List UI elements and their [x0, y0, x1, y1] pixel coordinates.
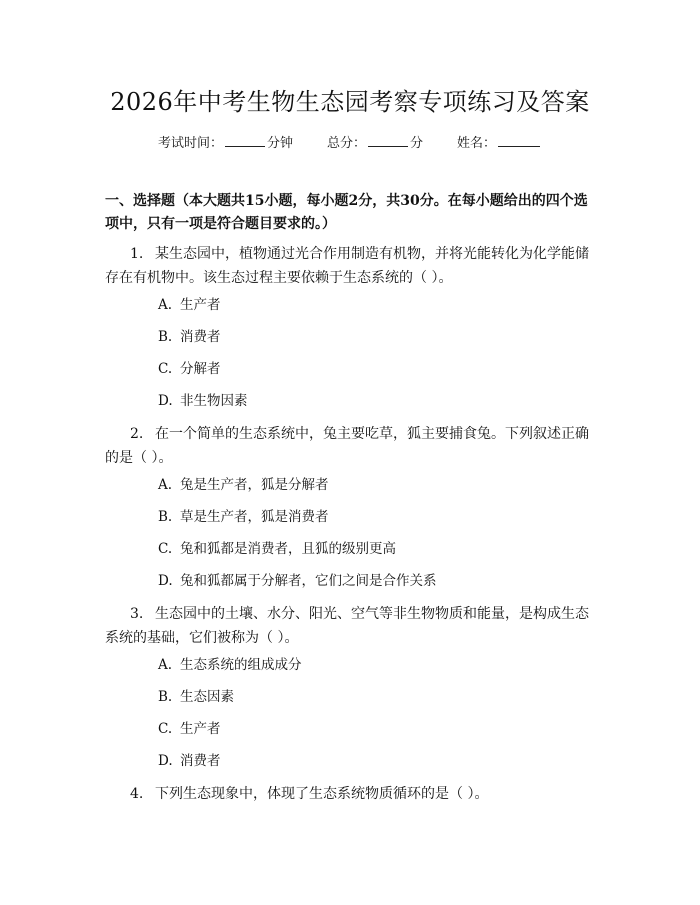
option-letter: A.	[158, 657, 173, 673]
option-letter: C.	[158, 721, 173, 737]
option-text: 草是生产者，狐是消费者	[180, 509, 329, 525]
question-1	[105, 242, 600, 290]
section-heading: 一、选择题（本大题共15小题，每小题2分，共30分。在每小题给出的四个选项中，只有一项是符合题目要求的。）	[105, 193, 588, 232]
option	[158, 507, 329, 527]
option-letter: D.	[158, 753, 173, 769]
option-letter: C.	[158, 541, 173, 557]
option-letter: C.	[158, 361, 173, 377]
option	[158, 327, 221, 347]
option-letter: B.	[158, 689, 173, 705]
option	[158, 295, 221, 315]
option-text: 生态因素	[180, 689, 234, 705]
total-score	[327, 132, 423, 151]
option	[158, 475, 329, 495]
option	[158, 571, 437, 591]
time-label: 考试时间：	[157, 136, 223, 151]
option-text: 生产者	[180, 297, 221, 313]
time-blank	[225, 134, 265, 147]
question-text: 在一个简单的生态系统中，兔主要吃草，狐主要捕食兔。下列叙述正确的是（ ）。	[105, 426, 589, 466]
option-text: 分解者	[180, 361, 221, 377]
question-number: 3.	[130, 606, 144, 622]
option	[158, 539, 396, 559]
question-number: 1.	[130, 246, 144, 262]
name-label: 姓名：	[457, 136, 497, 151]
question-2	[105, 422, 600, 470]
option-text: 兔和狐都是消费者，且狐的级别更高	[180, 541, 396, 557]
option	[158, 359, 221, 379]
option	[158, 687, 234, 707]
option	[158, 719, 221, 739]
option-text: 兔和狐都属于分解者，它们之间是合作关系	[180, 573, 437, 589]
page-title: 2026年中考生物生态园考察专项练习及答案	[110, 88, 590, 116]
time-unit: 分钟	[266, 136, 293, 151]
option	[158, 655, 302, 675]
option-letter: D.	[158, 393, 173, 409]
question-text: 生态园中的土壤、水分、阳光、空气等非生物物质和能量，是构成生态系统的基础，它们被称为（ ）。	[105, 606, 589, 646]
option-text: 非生物因素	[180, 393, 248, 409]
option-text: 生产者	[180, 721, 221, 737]
exam-meta	[0, 132, 700, 151]
option-text: 生态系统的组成成分	[180, 657, 302, 673]
option-letter: D.	[158, 573, 173, 589]
question-text: 某生态园中，植物通过光合作用制造有机物，并将光能转化为化学能储存在有机物中。该生态过程主要依赖于生态系统的（ ）。	[105, 246, 589, 286]
student-name	[457, 132, 542, 151]
score-blank	[368, 134, 408, 147]
question-number: 2.	[130, 426, 144, 442]
option-letter: B.	[158, 329, 173, 345]
option-letter: B.	[158, 509, 173, 525]
question-number: 4.	[130, 786, 144, 802]
option-text: 兔是生产者，狐是分解者	[180, 477, 329, 493]
name-blank	[498, 134, 540, 147]
option-letter: A.	[158, 477, 173, 493]
option	[158, 751, 221, 771]
question-3	[105, 602, 600, 650]
option-text: 消费者	[180, 753, 221, 769]
question-text: 下列生态现象中，体现了生态系统物质循环的是（ ）。	[155, 786, 489, 802]
option	[158, 391, 248, 411]
question-4	[105, 782, 600, 806]
option-text: 消费者	[180, 329, 221, 345]
score-label: 总分：	[326, 136, 366, 151]
exam-time	[158, 132, 293, 151]
option-letter: A.	[158, 297, 173, 313]
score-unit: 分	[410, 136, 424, 151]
